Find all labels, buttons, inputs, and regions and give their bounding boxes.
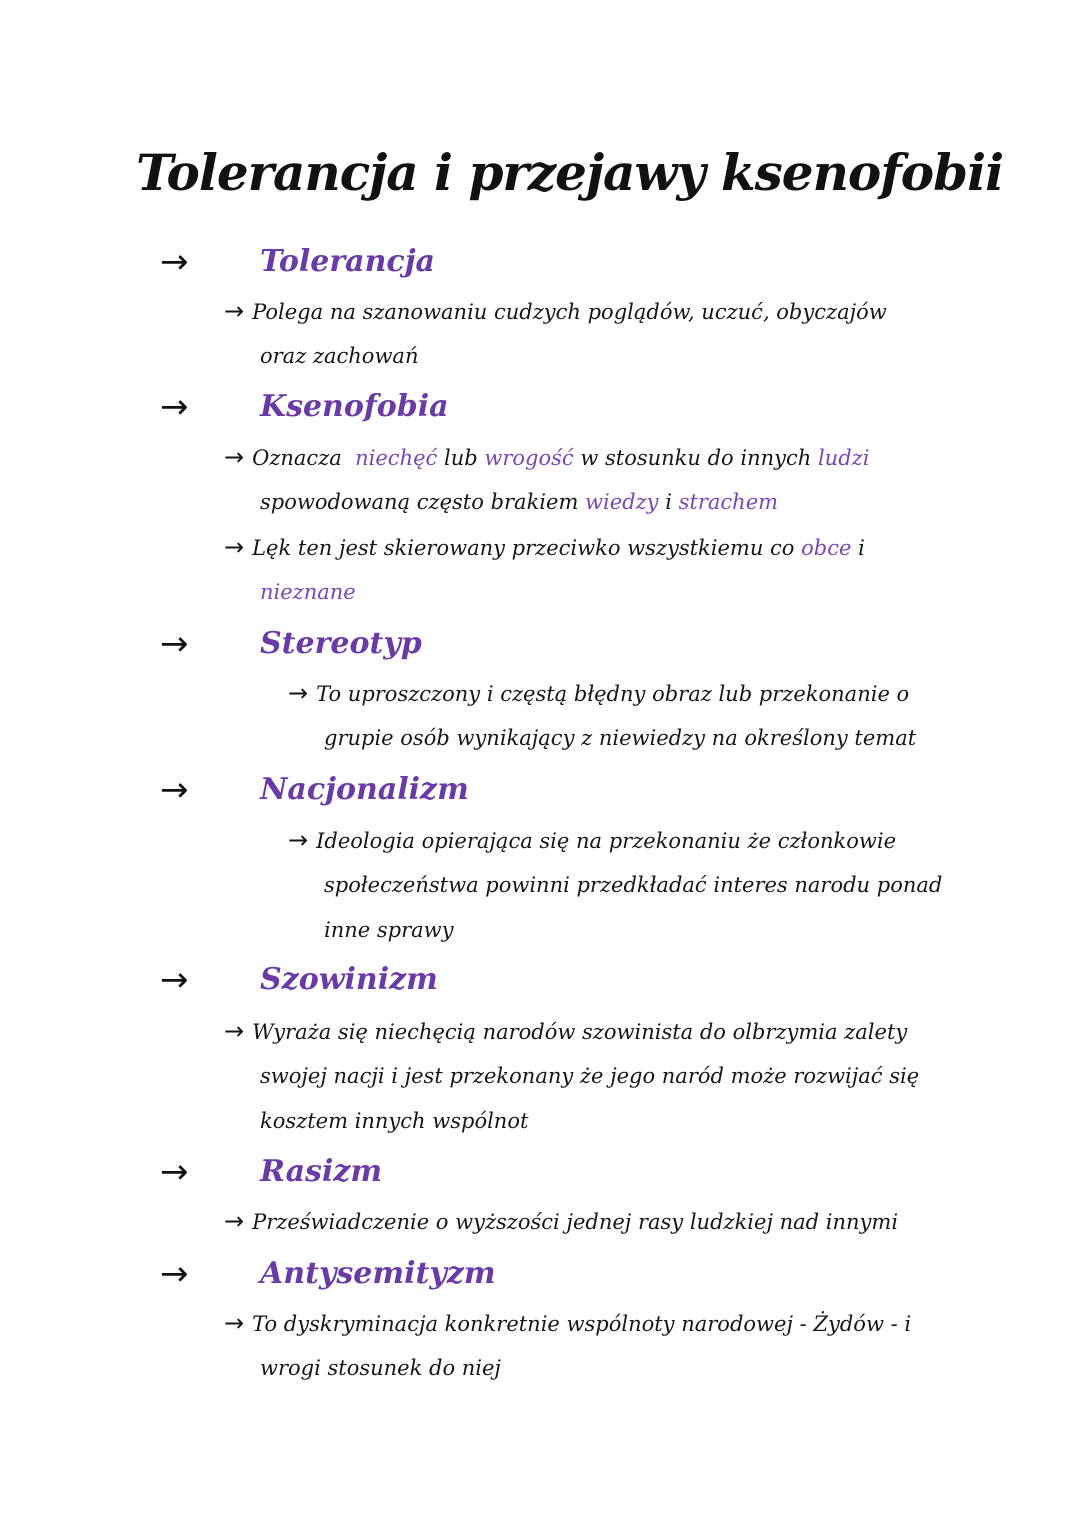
highlight-wiedzy: wiedzy xyxy=(585,490,659,514)
heading-szowinizm: Szowinizm xyxy=(260,962,438,997)
definition-text: Przeświadczenie o wyższości jednej rasy ludzkiej nad innymi xyxy=(252,1210,899,1234)
definition-line xyxy=(224,525,865,570)
heading-nacjonalizm: Nacjonalizm xyxy=(260,772,469,807)
definition-line xyxy=(224,1301,911,1346)
definition-line xyxy=(224,334,887,379)
arrow-right-icon: → xyxy=(160,1254,189,1294)
definition-szowinizm xyxy=(224,1009,919,1144)
definition-text: Oznacza xyxy=(252,446,342,470)
arrow-right-icon: → xyxy=(160,387,189,427)
arrow-right-icon: → xyxy=(160,960,189,1000)
definition-line xyxy=(224,1099,919,1144)
definition-text: grupie osób wynikający z niewiedzy na określony temat xyxy=(324,726,917,750)
definition-text: kosztem innych wspólnot xyxy=(260,1109,529,1133)
definition-text: To uproszczony i częstą błędny obraz lub przekonanie o xyxy=(316,682,910,706)
arrow-right-icon: → xyxy=(160,770,189,810)
definition-text: inne sprawy xyxy=(324,918,454,942)
definition-line xyxy=(224,480,869,525)
definition-text: lub xyxy=(443,446,478,470)
highlight-niechec: niechęć xyxy=(355,446,438,470)
definition-line xyxy=(224,1054,919,1099)
definition-text: Polega na szanowaniu cudzych poglądów, uczuć, obyczajów xyxy=(252,300,887,324)
arrow-right-icon: → xyxy=(288,679,309,707)
arrow-right-icon: → xyxy=(288,826,309,854)
definition-tolerancja xyxy=(224,289,887,379)
definition-text: w stosunku do innych xyxy=(580,446,812,470)
heading-antysemityzm: Antysemityzm xyxy=(260,1256,496,1291)
arrow-right-icon: → xyxy=(160,242,189,282)
arrow-right-icon: → xyxy=(224,1309,245,1337)
arrow-right-icon: → xyxy=(224,1207,245,1235)
highlight-strachem: strachem xyxy=(678,490,779,514)
arrow-right-icon: → xyxy=(224,533,245,561)
heading-tolerancja: Tolerancja xyxy=(260,244,435,279)
definition-line xyxy=(288,863,942,908)
heading-ksenofobia: Ksenofobia xyxy=(260,389,449,424)
definition-text: Lęk ten jest skierowany przeciwko wszystkiemu co xyxy=(252,536,795,560)
definition-text: Wyraża się niechęcią narodów szowinista do olbrzymia zalety xyxy=(252,1020,908,1044)
definition-nacjonalizm xyxy=(288,818,942,953)
highlight-nieznane: nieznane xyxy=(260,580,356,604)
highlight-obce: obce xyxy=(801,536,852,560)
arrow-right-icon: → xyxy=(224,443,245,471)
highlight-ludzi: ludzi xyxy=(817,446,870,470)
definition-text: To dyskryminacja konkretnie wspólnoty narodowej - Żydów - i xyxy=(252,1312,912,1336)
definition-text: i xyxy=(858,536,865,560)
definition-antysemityzm xyxy=(224,1301,911,1391)
definition-ksenofobia-2 xyxy=(224,525,865,615)
definition-line xyxy=(288,716,916,761)
definition-text: i xyxy=(665,490,672,514)
definition-line xyxy=(224,289,887,334)
heading-stereotyp: Stereotyp xyxy=(260,626,422,661)
arrow-right-icon: → xyxy=(160,1152,189,1192)
arrow-right-icon: → xyxy=(224,1017,245,1045)
definition-text: swojej nacji i jest przekonany że jego naród może rozwijać się xyxy=(260,1064,920,1088)
highlight-wrogosc: wrogość xyxy=(484,446,574,470)
definition-line xyxy=(288,671,916,716)
definition-ksenofobia-1 xyxy=(224,435,869,525)
definition-text: społeczeństwa powinni przedkładać interes narodu ponad xyxy=(324,873,943,897)
definition-line xyxy=(224,1009,919,1054)
heading-rasizm: Rasizm xyxy=(260,1154,383,1189)
definition-stereotyp xyxy=(288,671,916,761)
arrow-right-icon: → xyxy=(160,624,189,664)
definition-rasizm xyxy=(224,1199,898,1244)
definition-line xyxy=(224,1199,898,1244)
definition-line xyxy=(288,818,942,863)
definition-text: spowodowaną często brakiem xyxy=(260,490,579,514)
definition-line xyxy=(288,908,942,953)
definition-text: wrogi stosunek do niej xyxy=(260,1356,501,1380)
definition-text: oraz zachowań xyxy=(260,344,419,368)
definition-line xyxy=(224,1346,911,1391)
definition-line xyxy=(224,570,865,615)
arrow-right-icon: → xyxy=(224,297,245,325)
page-title: Tolerancja i przejawy ksenofobii xyxy=(136,143,1004,202)
definition-line xyxy=(224,435,869,480)
definition-text: Ideologia opierająca się na przekonaniu że członkowie xyxy=(316,829,897,853)
